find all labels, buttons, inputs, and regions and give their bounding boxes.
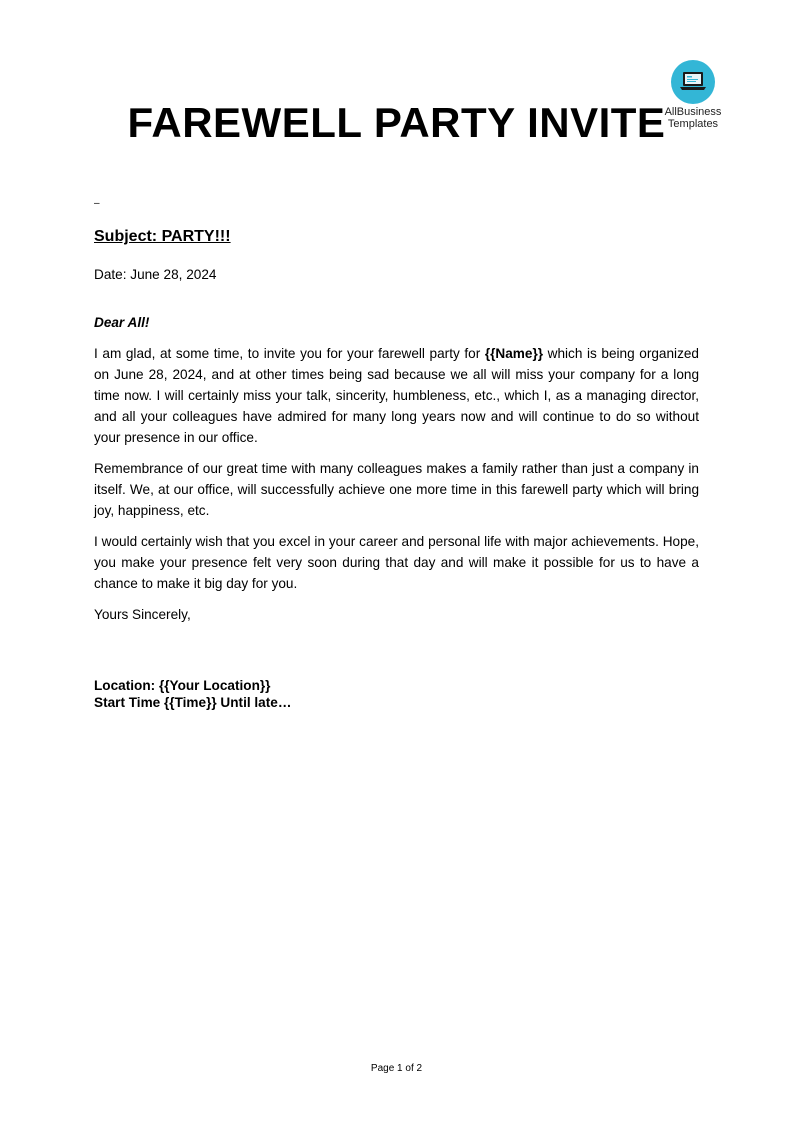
name-placeholder: {{Name}} bbox=[484, 346, 544, 361]
start-time-line: Start Time {{Time}} Until late… bbox=[94, 695, 292, 710]
paragraph-2: Remembrance of our great time with many colleagues makes a family rather than just a company in itself. We, at our office, will successfully achieve one more time in this farewell party which will bring joy, happiness, etc. bbox=[94, 461, 699, 518]
location-line: Location: {{Your Location}} bbox=[94, 678, 271, 693]
paragraph-1 bbox=[94, 343, 699, 448]
document-title: FAREWELL PARTY INVITE bbox=[127, 99, 666, 146]
paragraph-marker: – bbox=[94, 198, 100, 209]
logo-text-line2: Templates bbox=[667, 118, 719, 130]
logo-text-line1: AllBusiness bbox=[664, 106, 722, 118]
event-details bbox=[94, 677, 699, 711]
letter-body bbox=[94, 196, 699, 711]
closing: Yours Sincerely, bbox=[94, 607, 191, 622]
greeting: Dear All! bbox=[94, 315, 150, 330]
paragraph-3: I would certainly wish that you excel in your career and personal life with major achievements. Hope, you make your presence felt very soon during that day and will make it possible for us to have a chance to make it big day for you. bbox=[94, 534, 699, 591]
paragraph-1-start: I am glad, at some time, to invite you for your farewell party for bbox=[94, 346, 485, 361]
date-line: Date: June 28, 2024 bbox=[94, 267, 217, 282]
page-number: Page 1 of 2 bbox=[370, 1063, 423, 1074]
subject-line: Subject: PARTY!!! bbox=[94, 228, 231, 245]
paragraph-1-end: which is being organized on June 28, 2024, and at other times being sad because we all will miss your company for a long time now. I will certainly miss your talk, sincerity, humbleness, etc., which I, as a managing director, and all your colleagues have admired for many long years now and will continue to do so without your presence in our office. bbox=[94, 346, 699, 445]
